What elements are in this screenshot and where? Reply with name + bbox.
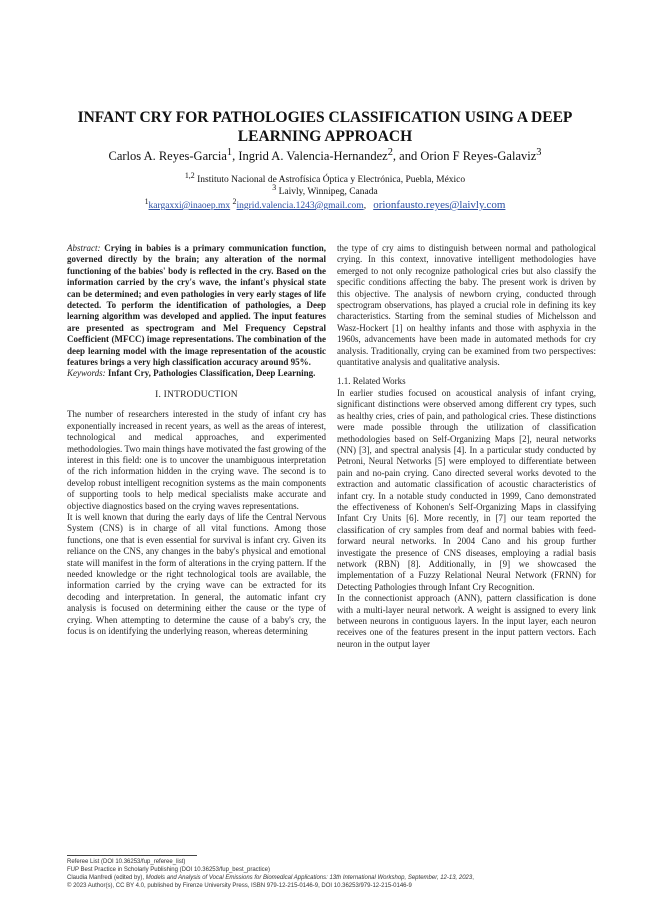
author-list [40,145,610,164]
affiliation-text: Instituto Nacional de Astrofísica Óptica y Electrónica, Puebla, México [194,175,466,186]
affiliation-superscript: 3 [272,183,277,192]
email-superscript: 1 [144,197,149,206]
email-link-1[interactable]: kargaxxi@inaoep.mx [148,201,231,212]
affiliation-text: Laivly, Winnipeg, Canada [276,187,378,198]
footer-citation [67,875,607,883]
email-link-2[interactable]: ingrid.valencia.1243@gmail.com [236,201,364,212]
author-superscript: 2 [387,147,393,158]
abstract-text: Crying in babies is a primary communication function, governed directly by the brain; any alteration of the normal functioning of the babies' body is reflected in the cry. Based on the information carried by the cry's wave, the infant's physical state can be determined; and even pathologies in very early stages of life detected. To perform the identification of pathologies, a Deep learning algorithm was developed and applied. The input features are presented as spectrogram and Mel Frequency Cepstral Coefficient (MFCC) image representations. The combination of the deep learning model with the image representation of the acoustic features brings a very high classification accuracy around 95%. [67,243,326,368]
related-works-paragraph-2: In the connectionist approach (ANN), pattern classification is done with a multi-layer neural network. A weight is assigned to every link between neurons in contiguous layers. In the input layer, each neuron receives one of the features present in the input pattern vectors. Each neuron in the output layer [337,593,596,649]
footer-best-practice: FUP Best Practice in Scholarly Publishing (DOI 10.36253/fup_best_practice) [67,867,270,873]
related-works-paragraph-1: In earlier studies focused on acoustical analysis of infant crying, significant distinctions were observed among different cry types, such as healthy cries, cries of pain, and pathological cries. These distinctions were made possible through the utilization of classification methodologies based on Self-Organizing Maps [2], neural networks (NN) [3], and spectral analysis [4]. In a particular study conducted by Petroni, Neural Networks [5] were employed to differentiate between pain and no-pain crying. Cano directed several works devoted to the extraction and automatic classification of acoustic characteristics of infant cry. In a notable study conducted in 1999, Cano demonstrated the effectiveness of Kohonen's Self-Organizing Maps in classifying Infant Cry Units [6]. More recently, in [7] our team reported the classification of cry samples from deaf and normal babies with feed-forward neural networks. In 2004 Cano and his group further investigate the presence of CNS diseases, employing a radial basis network (RBN) [8]. Additionally, in [9] we showcased the implementation of a Fuzzy Relational Neural Network (FRNN) for Detecting Pathologies through Infant Cry Recognition. [337,387,596,592]
paper-title: INFANT CRY FOR PATHOLOGIES CLASSIFICATION USING A DEEP LEARNING APPROACH [77,109,573,145]
email-superscript: 2 [232,197,237,206]
right-paragraph-1: the type of cry aims to distinguish between normal and pathological crying. In this context, innovative intelligent methodologies have emerged to not only recognize pathological cries but also classify the specific conditions affecting the baby. The present work is driven by this objective. The analysis of newborn crying, conducted through spectrogram observations, has played a crucial role in defining its key characteristics. Starting from the seminal studies of Michelsson and Wasz-Hockert [1] on healthy infants and those with asphyxia in the 1960s, advancements have been made in automated methods for cry analysis. Traditionally, crying can be examined from two perspectives: quantitative analysis and qualitative analysis. [337,243,596,368]
keywords [67,368,326,379]
abstract-label: Abstract: [67,243,101,253]
footer-referee-list: Referee List (DOI 10.36253/fup_referee_list) [67,859,186,865]
abstract [67,243,326,368]
author-name: Orion F Reyes-Galaviz [420,149,537,164]
affiliation-superscript: 1,2 [184,171,195,180]
email-link-3[interactable]: orionfausto.reyes@laivly.com [373,199,506,212]
intro-paragraph-1: The number of researchers interested in the study of infant cry has exponentially increased in recent years, as well as the areas of interest, technological and medical approaches, and experimented methodologies. Two main things have motivated the fast growing of the interest in this field: one is to uncover the unambiguous interpretation of the rich information hidden in the crying wave. The second is to develop robust intelligent recognition systems as the main components of supporting tools to help medical specialists make accurate and objective diagnostics based on the crying waves representations. [67,409,326,511]
right-column [337,243,596,650]
author-separator: , and [392,149,421,164]
author-superscript: 3 [536,147,542,158]
subsection-heading-related-works: 1.1. Related Works [337,376,406,387]
left-column [67,243,326,637]
footer-citation-prefix: Claudia Manfredi (edited by), [67,875,146,881]
footer-citation-title: Models and Analysis of Vocal Emissions for Biomedical Applications: 13th International Workshop, September, 12-13, 2023 [145,875,473,881]
footer-divider [67,855,197,856]
author-separator: , [232,149,239,164]
section-heading-introduction: I. INTRODUCTION [155,389,238,400]
author-name: Ingrid A. Valencia-Hernandez [238,149,388,164]
footer-citation-suffix: , [472,875,474,881]
footer-copyright: © 2023 Author(s), CC BY 4.0, published by Firenze University Press, ISBN 979-12-215-0146-9, DOI 10.36253/979-12-215-0146-9 [67,883,412,889]
author-name: Carlos A. Reyes-Garcia [108,149,227,164]
keywords-text: Infant Cry, Pathologies Classification, Deep Learning. [107,368,316,379]
intro-paragraph-2: It is well known that during the early days of life the Central Nervous System (CNS) is in charge of all vital functions. Among those functions, one that is even essential for survival is infant cry. Given its reliance on the CNS, any changes in the baby's physical and emotional state will manifest in the form of alterations in the crying pattern. If the needed knowledge or the right technological tools are available, the information carried by the crying wave can be extracted for its decoding and interpretation. In general, the automatic infant cry analysis is focused on determining either the cause or the type of crying. When attempting to determine the cause of a baby's cry, the focus is on identifying the underlying reason, whereas determining [67,511,326,636]
keywords-label: Keywords: [67,368,106,379]
author-superscript: 1 [226,147,233,158]
email-list: $^1$kargaxxi@inaoep.mx $^2$ingrid.valencia.1243@gmail.com, orionfausto.reyes@laivly.com [144,197,506,212]
